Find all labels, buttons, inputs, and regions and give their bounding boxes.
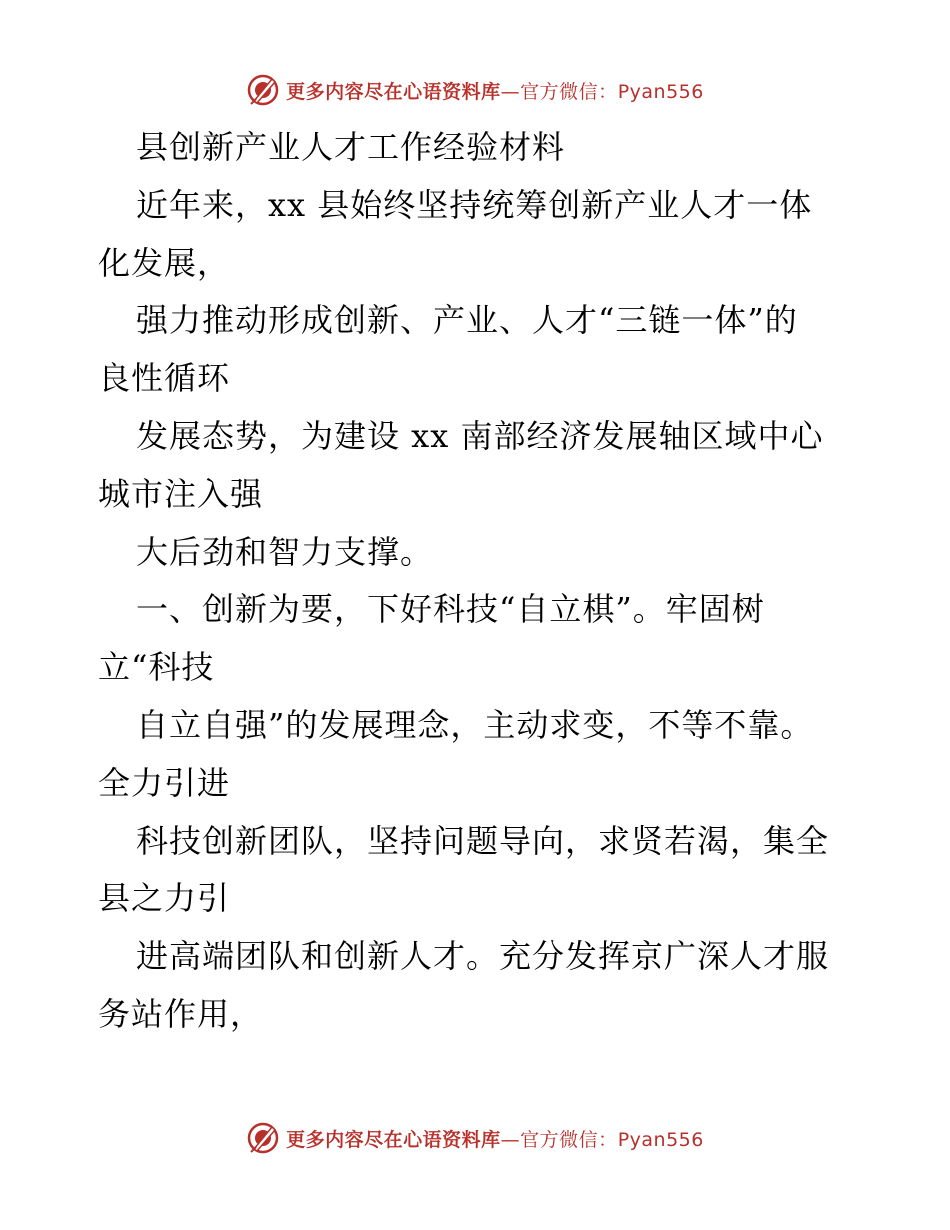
watermark-site-name: 更多内容尽在心语资料库: [286, 80, 501, 103]
text-line: 近年来，xx 县始终坚持统筹创新产业人才一体: [136, 185, 813, 224]
quill-logo-icon: [246, 1121, 280, 1155]
watermark-text: [286, 1125, 704, 1152]
document-title: 县创新产业人才工作经验材料: [136, 128, 566, 166]
watermark-handle: Pyan556: [617, 1128, 704, 1151]
text-line: 全力引进: [98, 763, 231, 802]
watermark-site-name: 更多内容尽在心语资料库: [286, 1128, 501, 1151]
text-line: 良性循环: [98, 359, 231, 398]
text-line: 强力推动形成创新、产业、人才“三链一体”的: [136, 301, 798, 340]
text-line: 科技创新团队，坚持问题导向，求贤若渴，集全: [136, 821, 830, 860]
watermark-text: [286, 77, 704, 104]
document-body: [98, 119, 868, 1044]
footer-watermark: [0, 1118, 950, 1158]
watermark-label: 官方微信：: [520, 1128, 618, 1151]
text-line: 大后劲和智力支撑。: [136, 532, 434, 571]
watermark-label: 官方微信：: [520, 80, 618, 103]
watermark-separator: —: [500, 1128, 521, 1151]
watermark-separator: —: [500, 80, 521, 103]
text-line: 自立自强”的发展理念，主动求变，不等不靠。: [136, 705, 814, 744]
text-line: 务站作用，: [98, 994, 264, 1033]
watermark-handle: Pyan556: [617, 80, 704, 103]
header-watermark: [0, 70, 950, 110]
text-line: 化发展，: [98, 243, 231, 282]
text-line: 城市注入强: [98, 474, 264, 513]
text-line: 县之力引: [98, 879, 231, 918]
quill-logo-icon: [246, 73, 280, 107]
text-line: 发展态势，为建设 xx 南部经济发展轴区域中心: [136, 416, 824, 455]
text-line: 进高端团队和创新人才。充分发挥京广深人才服: [136, 937, 830, 976]
text-line: 立“科技: [98, 648, 215, 687]
section-heading-line: 一、创新为要，下好科技“自立棋”。牢固树: [136, 590, 765, 629]
